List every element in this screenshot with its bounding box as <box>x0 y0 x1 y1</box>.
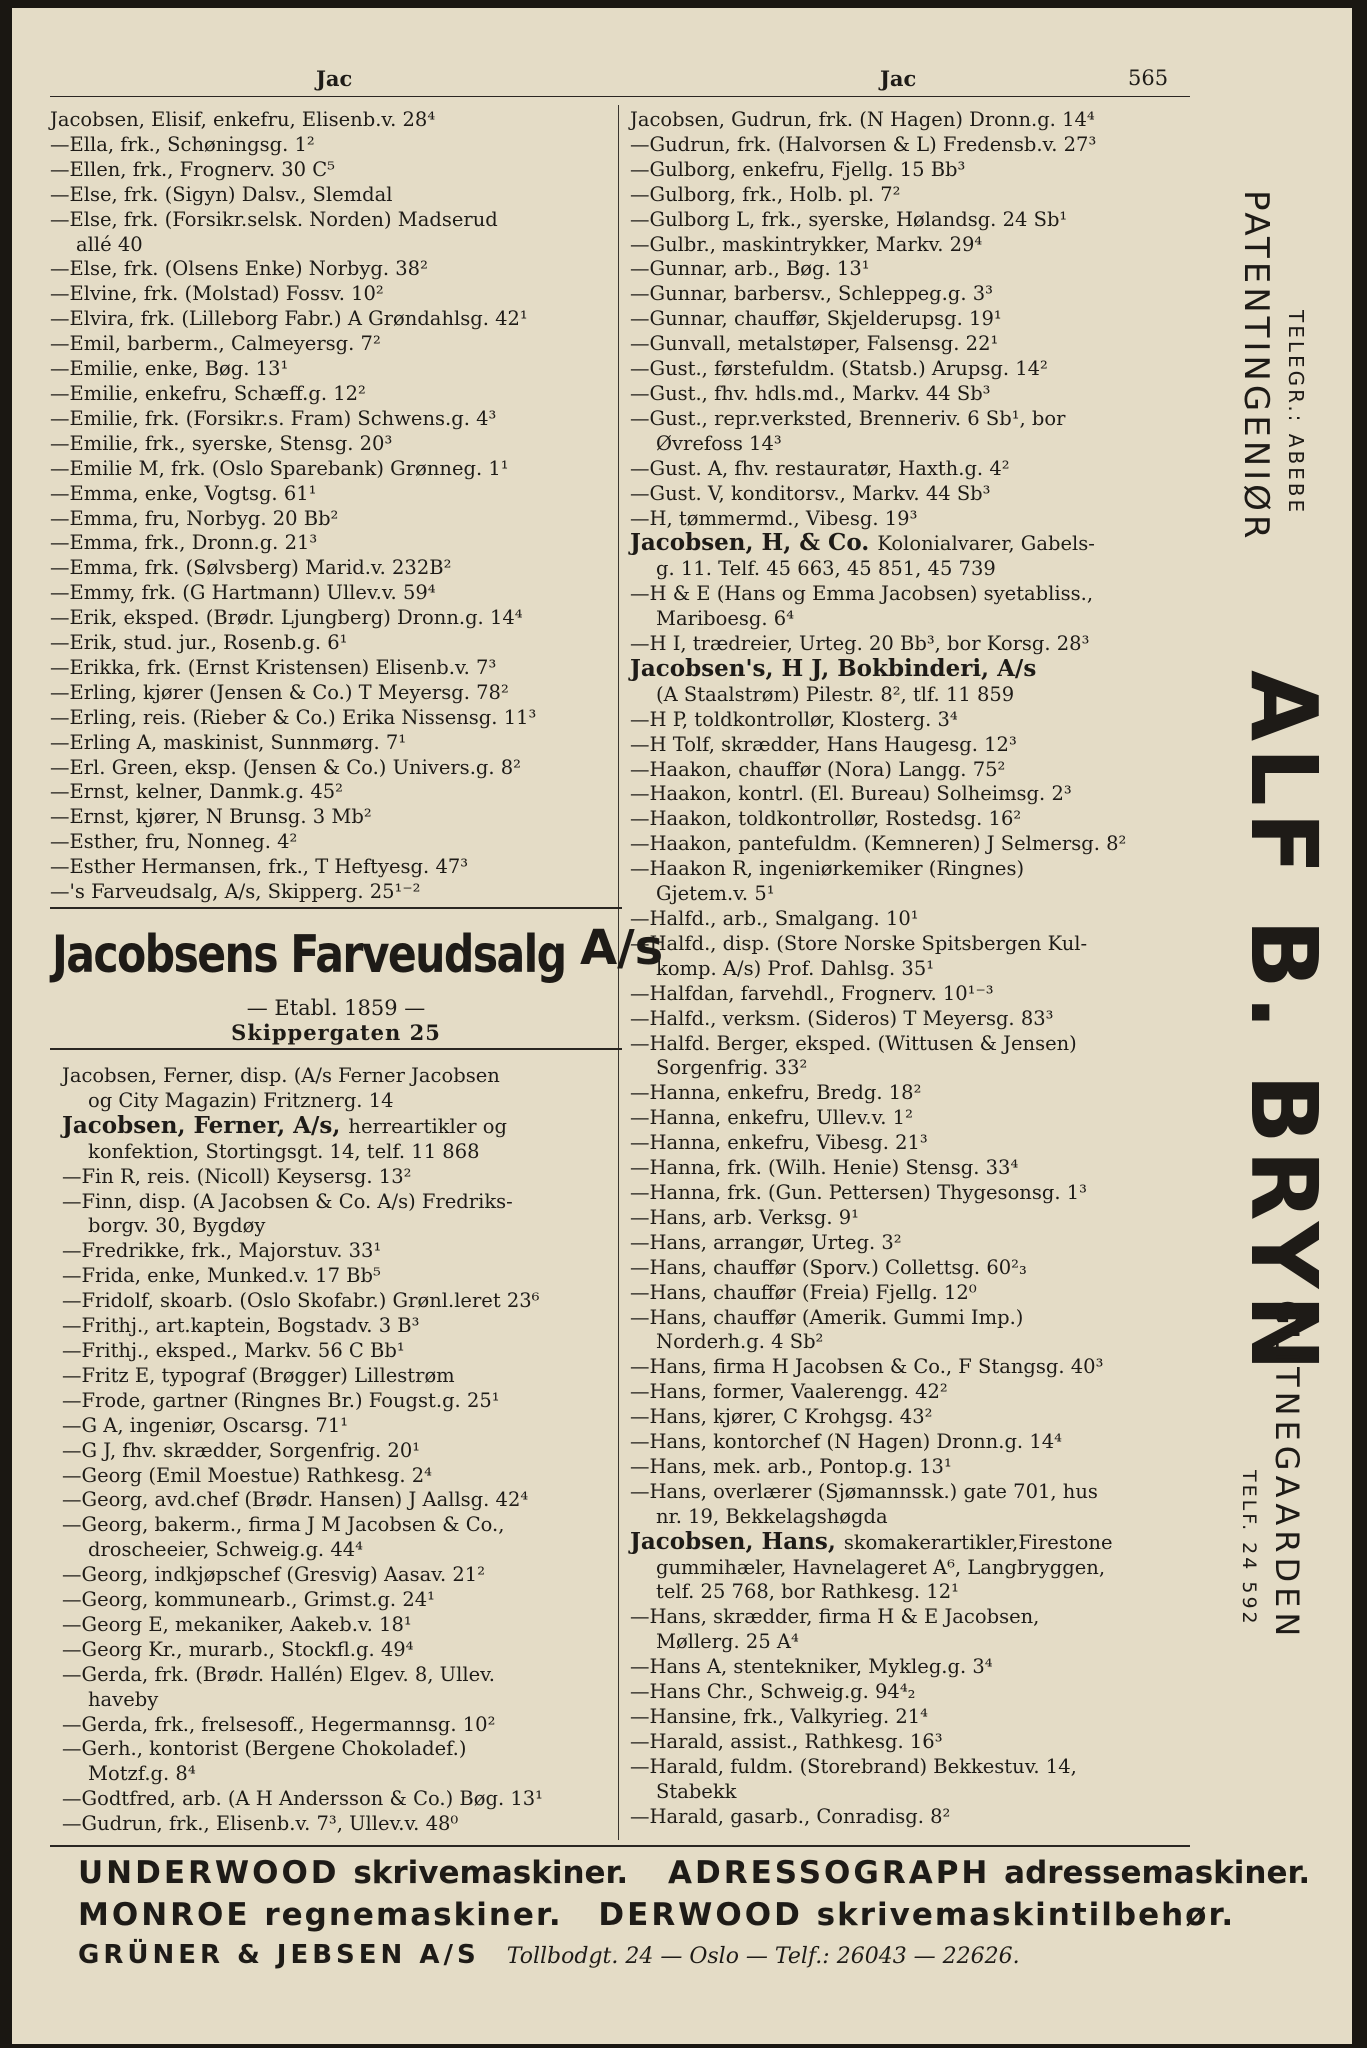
footer-line-3 <box>78 1940 1020 1970</box>
directory-entry: Jacobsen, Elisif, enkefru, Elisenb.v. 28⁴ <box>50 108 436 131</box>
directory-entry: Jacobsen, Gudrun, frk. (N Hagen) Dronn.g. 14⁴ <box>630 108 1095 131</box>
directory-entry: —Fritz E, typograf (Brøgger) Lillestrøm <box>62 1363 455 1387</box>
directory-entry: —H P, toldkontrollør, Klosterg. 3⁴ <box>630 707 958 731</box>
directory-entry: droscheeier, Schweig.g. 44⁴ <box>88 1538 363 1562</box>
directory-entry: —Erling, reis. (Rieber & Co.) Erika Nissensg. 11³ <box>50 705 537 729</box>
directory-entry: —Georg, avd.chef (Brødr. Hansen) J Aallsg. 42⁴ <box>62 1488 529 1512</box>
directory-entry: —Halfd., verksm. (Sideros) T Meyersg. 83³ <box>630 1006 1054 1030</box>
directory-entry: —Gulborg L, frk., syerske, Hølandsg. 24 Sb¹ <box>630 207 1068 231</box>
directory-entry: —Gudrun, frk., Elisenb.v. 7³, Ullev.v. 48⁰ <box>62 1812 459 1836</box>
directory-entry: konfektion, Stortingsgt. 14, telf. 11 868 <box>88 1139 480 1163</box>
directory-entry: —Gust., førstefuldm. (Statsb.) Arupsg. 14² <box>630 357 1048 381</box>
directory-entry: —Hanna, enkefru, Ullev.v. 1² <box>630 1106 913 1130</box>
directory-entry: —Hansine, frk., Valkyrieg. 21⁴ <box>630 1705 928 1728</box>
adressograph-text: adressemaskiner. <box>1004 1855 1311 1891</box>
directory-entry: —Gunnar, chauffør, Skjelderupsg. 19¹ <box>630 307 1002 331</box>
directory-entry: —H I, trædreier, Urteg. 20 Bb³, bor Korsg. 28³ <box>630 632 1090 656</box>
directory-entry: —Gust., fhv. hdls.md., Markv. 44 Sb³ <box>630 381 991 405</box>
directory-entry: —Georg, kommunearb., Grimst.g. 24¹ <box>62 1588 435 1612</box>
monroe-text: regnemaskiner. <box>264 1897 563 1933</box>
directory-entry: —Gust. V, konditorsv., Markv. 44 Sb³ <box>630 481 991 505</box>
directory-entry: —Ellen, frk., Frognerv. 30 C⁵ <box>50 157 335 181</box>
directory-entry: —Emma, frk. (Sølvsberg) Marid.v. 232B² <box>50 556 452 580</box>
derwood-text: skrivemaskintilbehør. <box>816 1897 1236 1933</box>
directory-entry: —Haakon R, ingeniørkemiker (Ringnes) <box>630 857 1025 881</box>
directory-entry: —Gust. A, fhv. restauratør, Haxth.g. 4² <box>630 456 1010 480</box>
directory-entry: —Frode, gartner (Ringnes Br.) Fougst.g. 25¹ <box>62 1388 500 1412</box>
directory-entry: g. 11. Telf. 45 663, 45 851, 45 739 <box>656 557 996 581</box>
directory-entry: —Hanna, frk. (Gun. Pettersen) Thygesonsg. 1³ <box>630 1180 1087 1204</box>
directory-entry: —Georg Kr., murarb., Stockfl.g. 49⁴ <box>62 1637 414 1661</box>
directory-entry: —Hans, arb. Verksg. 9¹ <box>630 1205 860 1229</box>
directory-entry: —Hans Chr., Schweig.g. 94⁴₂ <box>630 1680 916 1704</box>
right-column <box>630 108 1210 1830</box>
left-column <box>50 108 625 905</box>
directory-entry: Norderh.g. 4 Sb² <box>656 1330 824 1354</box>
directory-entry: —Harald, fuldm. (Storebrand) Bekkestuv. 14, <box>630 1754 1077 1778</box>
directory-entry: —Elvira, frk. (Lilleborg Fabr.) A Grøndahlsg. 42¹ <box>50 307 528 331</box>
directory-entry: —Emma, frk., Dronn.g. 21³ <box>50 531 318 555</box>
directory-entry: —Hans, chauffør (Sporv.) Collettsg. 60²₃ <box>630 1255 1027 1279</box>
directory-entry: —Georg E, mekaniker, Aakeb.v. 18¹ <box>62 1612 412 1636</box>
directory-entry: —Gunvall, metalstøper, Falsensg. 22¹ <box>630 332 999 356</box>
directory-entry: —Haakon, chauffør (Nora) Langg. 75² <box>630 757 1006 781</box>
directory-entry: —Gerda, frk., frelsesoff., Hegermannsg. 10² <box>62 1712 496 1736</box>
directory-entry: —Godtfred, arb. (A H Andersson & Co.) Bøg. 13¹ <box>62 1787 543 1811</box>
directory-entry: —Frithj., art.kaptein, Bogstadv. 3 B³ <box>62 1314 420 1338</box>
directory-entry: Motzf.g. 8⁴ <box>88 1762 196 1786</box>
directory-entry: —Hans, firma H Jacobsen & Co., F Stangsg. 40³ <box>630 1355 1104 1379</box>
directory-entry: —Gerda, frk. (Brødr. Hallén) Elgev. 8, Ullev. <box>62 1662 496 1686</box>
directory-entry: —Hans, former, Vaalerengg. 42² <box>630 1380 948 1404</box>
farveudsalg-ad-address: Skippergaten 25 <box>231 1020 441 1045</box>
directory-entry: —Emilie, enkefru, Schæff.g. 12² <box>50 381 366 405</box>
directory-entry: —Else, frk. (Sigyn) Dalsv., Slemdal <box>50 182 393 206</box>
right-entries <box>630 108 1210 1830</box>
directory-entry: —Erling, kjører (Jensen & Co.) T Meyersg. 78² <box>50 680 509 704</box>
page-number: 565 <box>1128 66 1169 90</box>
directory-entry: —G J, fhv. skrædder, Sorgenfrig. 20¹ <box>62 1438 421 1462</box>
directory-entry: allé 40 <box>76 232 143 256</box>
directory-entry: —Emilie, frk., syerske, Stensg. 20³ <box>50 431 393 455</box>
directory-entry: —Hanna, enkefru, Bredg. 18² <box>630 1081 922 1105</box>
directory-entry: —Gunnar, arb., Bøg. 13¹ <box>630 257 870 281</box>
directory-entry: —Emilie, enke, Bøg. 13¹ <box>50 357 289 381</box>
directory-entry: —Frithj., eksped., Markv. 56 C Bb¹ <box>62 1338 405 1362</box>
directory-entry: —Georg (Emil Moestue) Rathkesg. 2⁴ <box>62 1463 432 1487</box>
directory-entry: —Hans, chauffør (Freia) Fjellg. 12⁰ <box>630 1280 977 1304</box>
directory-entry: —Gulbr., maskintrykker, Markv. 29⁴ <box>630 232 983 256</box>
directory-entry: —H Tolf, skrædder, Hans Haugesg. 12³ <box>630 732 1017 756</box>
underwood-text: skrivemaskiner. <box>353 1855 629 1891</box>
directory-entry: —Hans, skrædder, firma H & E Jacobsen, <box>630 1605 1040 1629</box>
directory-entry: —Georg, bakerm., firma J M Jacobsen & Co., <box>62 1513 505 1537</box>
directory-entry: Gjetem.v. 5¹ <box>656 882 775 906</box>
directory-entry: —Halfd. Berger, eksped. (Wittusen & Jensen) <box>630 1031 1077 1055</box>
footer-line-2 <box>78 1897 1235 1933</box>
directory-entry: —Hans, mek. arb., Pontop.g. 13¹ <box>630 1454 952 1478</box>
directory-entry: —Erik, stud. jur., Rosenb.g. 6¹ <box>50 631 348 655</box>
directory-entry: —Elvine, frk. (Molstad) Fossv. 10² <box>50 282 384 306</box>
ad-rule-bottom <box>50 1048 622 1050</box>
directory-entry: —Haakon, pantefuldm. (Kemneren) J Selmersg. 8² <box>630 832 1127 856</box>
directory-entry: —Finn, disp. (A Jacobsen & Co. A/s) Fredriks- <box>62 1189 513 1213</box>
farveudsalg-ad-name: Jacobsens Farveudsalg <box>52 925 566 985</box>
directory-entry: —Hans, overlærer (Sjømannssk.) gate 701, hus <box>630 1479 1098 1503</box>
directory-entry: —Gulborg, enkefru, Fjellg. 15 Bb³ <box>630 157 966 181</box>
directory-entry: og City Magazin) Fritznerg. 14 <box>88 1088 394 1112</box>
header-rule <box>50 96 1190 97</box>
directory-entry: —Emmy, frk. (G Hartmann) Ullev.v. 59⁴ <box>50 581 436 605</box>
side-ad-telegram: TELEGR.: ABEBE <box>1284 310 1308 516</box>
underwood-brand: UNDERWOOD <box>78 1855 340 1891</box>
directory-entry: —Harald, assist., Rathkesg. 16³ <box>630 1729 943 1753</box>
directory-entry: —Esther, fru, Nonneg. 4² <box>50 830 298 854</box>
directory-entry: Øvrefoss 14³ <box>656 431 782 455</box>
side-ad-phone: TELF. 24 592 <box>1238 1470 1260 1627</box>
directory-entry: —Emil, barberm., Calmeyersg. 7² <box>50 332 381 356</box>
side-ad-title: PATENTINGENIØR <box>1236 190 1276 543</box>
directory-entry: gummihæler, Havnelageret A⁶, Langbryggen, <box>656 1555 1106 1579</box>
directory-entry: —Hans, kontorchef (N Hagen) Dronn.g. 14⁴ <box>630 1430 1062 1454</box>
directory-entry: —Erl. Green, eksp. (Jensen & Co.) Univers.g. 8² <box>50 755 521 779</box>
directory-entry: —Else, frk. (Forsikr.selsk. Norden) Madserud <box>50 207 498 231</box>
directory-entry: —Gudrun, frk. (Halvorsen & L) Fredensb.v. 27³ <box>630 132 1097 156</box>
directory-entry: —Halfd., disp. (Store Norske Spitsbergen Kul- <box>630 931 1088 955</box>
directory-entry: —Emilie M, frk. (Oslo Sparebank) Grønneg. 1¹ <box>50 456 509 480</box>
directory-entry: Jacobsen, H, & Co. Kolonialvarer, Gabels- <box>630 529 1095 557</box>
left-guide-word: Jac <box>316 66 353 91</box>
directory-entry: —Harald, gasarb., Conradisg. 8² <box>630 1804 951 1828</box>
directory-entry: —Erik, eksped. (Brødr. Ljungberg) Dronn.g. 14⁴ <box>50 606 523 630</box>
directory-entry: Jacobsen, Hans, skomakerartikler,Firestone <box>630 1527 1113 1555</box>
farveudsalg-ad-suffix: A/s <box>580 920 664 976</box>
left-entries-top <box>50 108 625 905</box>
directory-entry: borgv. 30, Bygdøy <box>88 1214 266 1238</box>
ad-rule-top <box>50 907 622 909</box>
directory-entry: —Hans, chauffør (Amerik. Gummi Imp.) <box>630 1305 1024 1329</box>
directory-entry: —Hans, arrangør, Urteg. 3² <box>630 1230 902 1254</box>
directory-entry: —Frida, enke, Munked.v. 17 Bb⁵ <box>62 1264 381 1288</box>
directory-entry: —Erling A, maskinist, Sunnmørg. 7¹ <box>50 730 407 754</box>
directory-entry: —Ernst, kjører, N Brunsg. 3 Mb² <box>50 805 372 829</box>
directory-entry: —Fridolf, skoarb. (Oslo Skofabr.) Grønl.leret 23⁶ <box>62 1289 540 1313</box>
directory-entry: nr. 19, Bekkelagshøgda <box>656 1504 888 1528</box>
directory-entry: —Else, frk. (Olsens Enke) Norbyg. 38² <box>50 257 428 281</box>
left-column-bottom <box>62 1064 624 1837</box>
directory-entry: —Gerh., kontorist (Bergene Chokoladef.) <box>62 1737 467 1761</box>
directory-entry: —Emilie, frk. (Forsikr.s. Fram) Schwens.g. 4³ <box>50 406 497 430</box>
side-ad-name: ALF B. BRYN <box>1230 670 1337 1378</box>
directory-entry: komp. A/s) Prof. Dahlsg. 35¹ <box>656 956 935 980</box>
directory-entry: haveby <box>88 1687 159 1711</box>
directory-entry: Mariboesg. 6⁴ <box>656 607 795 631</box>
directory-entry: —Emma, enke, Vogtsg. 61¹ <box>50 481 317 505</box>
directory-entry: —Fin R, reis. (Nicoll) Keysersg. 13² <box>62 1164 412 1188</box>
directory-entry: —Hanna, enkefru, Vibesg. 21³ <box>630 1131 928 1155</box>
directory-entry: —Hans A, stentekniker, Mykleg.g. 3⁴ <box>630 1655 993 1679</box>
directory-entry: Stabekk <box>656 1779 737 1803</box>
directory-entry: —Gulborg, frk., Holb. pl. 7² <box>630 182 901 206</box>
directory-entry: —Emma, fru, Norbyg. 20 Bb² <box>50 506 339 530</box>
directory-entry: —Erikka, frk. (Ernst Kristensen) Elisenb.v. 7³ <box>50 655 497 679</box>
directory-entry: (A Staalstrøm) Pilestr. 8², tlf. 11 859 <box>656 682 1015 706</box>
directory-entry: —Haakon, toldkontrollør, Rostedsg. 16² <box>630 807 1022 831</box>
monroe-brand: MONROE <box>78 1897 251 1933</box>
directory-entry: Jacobsen, Ferner, A/s, herreartikler og <box>62 1111 508 1139</box>
directory-entry: —Haakon, kontrl. (El. Bureau) Solheimsg. 2³ <box>630 782 1072 806</box>
directory-entry: Jacobsen, Ferner, disp. (A/s Ferner Jacobsen <box>62 1064 500 1087</box>
adressograph-brand: ADRESSOGRAPH <box>668 1855 991 1891</box>
side-ad-address: GLITNEGAARDEN <box>1268 1300 1306 1642</box>
derwood-brand: DERWOOD <box>598 1897 803 1933</box>
directory-entry: —'s Farveudsalg, A/s, Skipperg. 25¹⁻² <box>50 880 421 904</box>
right-guide-word: Jac <box>880 66 917 91</box>
left-entries-bottom <box>62 1064 624 1837</box>
company-name: GRÜNER & JEBSEN A/S <box>78 1940 480 1970</box>
directory-entry: —Esther Hermansen, frk., T Heftyesg. 47³ <box>50 855 469 879</box>
directory-entry: —Fredrikke, frk., Majorstuv. 33¹ <box>62 1239 382 1263</box>
directory-entry: —Ella, frk., Schøningsg. 1² <box>50 132 315 156</box>
directory-entry: —Ernst, kelner, Danmk.g. 45² <box>50 780 343 804</box>
directory-entry: —Halfdan, farvehdl., Frognerv. 10¹⁻³ <box>630 981 994 1005</box>
directory-entry: —G A, ingeniør, Oscarsg. 71¹ <box>62 1413 349 1437</box>
farveudsalg-ad-established: — Etabl. 1859 — <box>246 996 426 1020</box>
directory-entry: —H, tømmermd., Vibesg. 19³ <box>630 506 918 530</box>
directory-entry: telf. 25 768, bor Rathkesg. 12¹ <box>656 1580 959 1604</box>
directory-entry: —Hans, kjører, C Krohgsg. 43² <box>630 1405 933 1429</box>
directory-entry: —Georg, indkjøpschef (Gresvig) Aasav. 21² <box>62 1563 486 1587</box>
directory-entry: Jacobsen's, H J, Bokbinderi, A/s <box>630 654 1037 682</box>
footer-rule <box>50 1845 1190 1847</box>
directory-entry: —Halfd., arb., Smalgang. 10¹ <box>630 907 919 930</box>
directory-entry: —Gust., repr.verksted, Brenneriv. 6 Sb¹, bor <box>630 406 1066 430</box>
company-contact: Tollbodgt. 24 — Oslo — Telf.: 26043 — 22626. <box>506 1944 1020 1969</box>
directory-entry: —Gunnar, barbersv., Schleppeg.g. 3³ <box>630 282 993 306</box>
directory-entry: Sorgenfrig. 33² <box>656 1056 808 1080</box>
directory-entry: Møllerg. 25 A⁴ <box>656 1630 799 1654</box>
directory-entry: —H & E (Hans og Emma Jacobsen) syetabliss., <box>630 582 1094 606</box>
footer-line-1 <box>78 1855 1310 1891</box>
directory-entry: —Hanna, frk. (Wilh. Henie) Stensg. 33⁴ <box>630 1156 1019 1180</box>
